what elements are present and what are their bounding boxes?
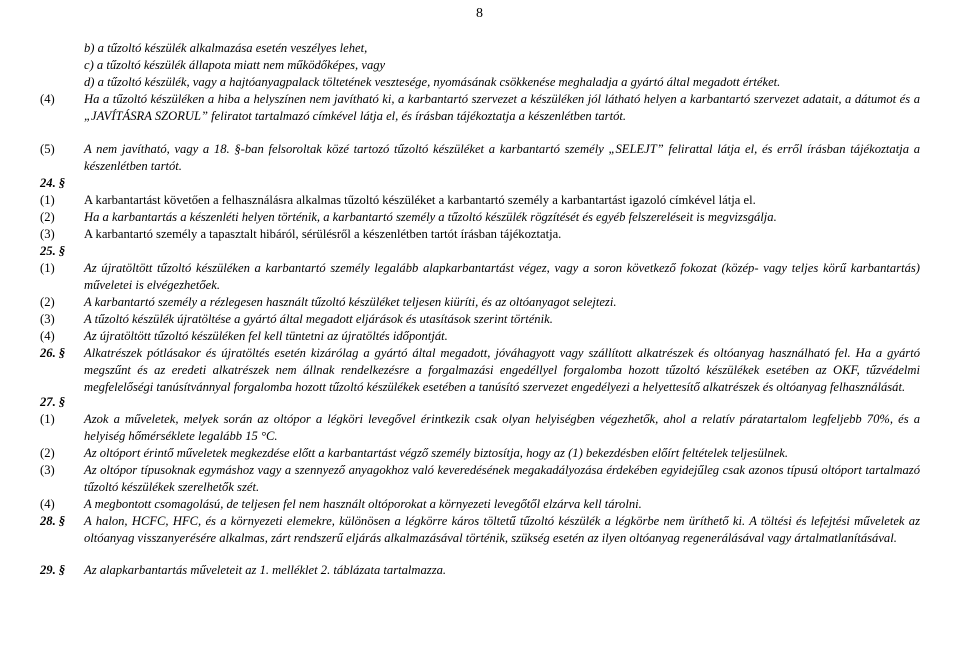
item-text: b) a tűzoltó készülék alkalmazása esetén veszélyes lehet, (84, 41, 368, 55)
section-25-heading (40, 243, 920, 260)
paragraph-text: A nem javítható, vagy a 18. §-ban felsoroltak közé tartozó tűzoltó készüléket a karbantartó személy „SELEJT” felirattal látja el, és erről írásban tájékoztatja a készenlétben tartót. (84, 142, 920, 174)
section-text: Alkatrészek pótlásakor és újratöltés esetén kizárólag a gyártó által megadott, jóváhagyott vagy szállított alkatrészek és oltóanyag használható fel. Ha a gyártó megszűnt és az eredeti alkatrészek nem állnak rendelkezésre a forgalmazási engedéllyel forgalomba hozott tűzoltó készülékek esetében az OKF, tűzvédelmi megfelelőségi tanúsítvánnyal forgalomba hozott tűzoltó készülékek esetében a tanúsító szervezet engedélyezi a helyettesítő alkatrészek és oltóanyag felhasználását. (84, 346, 920, 395)
section-text (84, 394, 920, 411)
paragraph-text: A megbontott csomagolású, de teljesen fel nem használt oltóporokat a környezeti levegőtől elzárva kell tárolni. (84, 497, 642, 511)
paragraph-text: A tűzoltó készülék újratöltése a gyártó által megadott eljárások és utasítások szerint történik. (84, 312, 553, 326)
paragraph-text: Ha a tűzoltó készüléken a hiba a helyszínen nem javítható ki, a karbantartó szervezet a készüléken jól látható helyen a karbantartó szervezet adatait, a dátumot és a „JAVÍTÁSRA SZORUL” feliratot tartalmazó címkével látja el, és írásban tájékoztatja a készenlétben tartót. (84, 92, 920, 124)
paragraph-number: (2) (40, 295, 55, 309)
section-number: 25. § (40, 244, 66, 258)
section-29 (40, 562, 920, 579)
section-number: 29. § (40, 563, 66, 577)
section-27-heading (40, 394, 920, 411)
paragraph-23-5 (40, 141, 920, 175)
paragraph-text: A karbantartást követően a felhasználásra alkalmas tűzoltó készüléket a karbantartó személy a karbantartást igazoló címkével látja el. (84, 193, 756, 207)
section-text (84, 175, 920, 192)
paragraph-number: (2) (40, 210, 55, 224)
paragraph-27-2 (40, 445, 920, 462)
list-item-c (40, 57, 920, 74)
item-number (40, 57, 84, 74)
section-26 (40, 345, 920, 397)
section-text: Az alapkarbantartás műveleteit az 1. melléklet 2. táblázata tartalmazza. (84, 563, 447, 577)
paragraph-number: (4) (40, 92, 55, 106)
page-number: 8 (476, 6, 483, 21)
paragraph-text: Azok a műveletek, melyek során az oltópor a légköri levegővel érintkezik csak olyan helyiségben végezhetők, ahol a relatív páratartalom legfeljebb 70%, és a helyiség hőmérséklete legalább 15 °C. (84, 412, 920, 444)
paragraph-number: (4) (40, 497, 55, 511)
paragraph-27-1 (40, 411, 920, 445)
paragraph-25-2 (40, 294, 920, 311)
paragraph-text: Az oltópor típusoknak egymáshoz vagy a szennyező anyagokhoz való keveredésének megakadályozása érdekében egyidejűleg csak azonos típusú oltóport tartalmazó tűzoltó készülékek szerelhetők szét. (84, 463, 920, 495)
paragraph-27-3 (40, 462, 920, 496)
paragraph-24-2 (40, 209, 920, 226)
item-number (40, 74, 84, 91)
paragraph-number: (1) (40, 261, 55, 275)
paragraph-24-3 (40, 226, 920, 243)
paragraph-number: (1) (40, 412, 55, 426)
paragraph-text: Ha a karbantartás a készenléti helyen történik, a karbantartó személy a tűzoltó készülék rögzítését és egyéb felszereléseit is megvizsgálja. (84, 210, 777, 224)
list-item-b (40, 40, 920, 57)
section-24-heading (40, 175, 920, 192)
section-number: 26. § (40, 346, 66, 360)
section-number: 24. § (40, 176, 66, 190)
section-number: 28. § (40, 514, 66, 528)
paragraph-text: A karbantartó személy a rézlegesen használt tűzoltó készüléket teljesen kiüríti, és az oltóanyagot selejtezi. (84, 295, 617, 309)
paragraph-25-3 (40, 311, 920, 328)
paragraph-23-4 (40, 91, 920, 125)
item-text: c) a tűzoltó készülék állapota miatt nem működőképes, vagy (84, 58, 386, 72)
paragraph-25-4 (40, 328, 920, 345)
paragraph-number: (4) (40, 329, 55, 343)
paragraph-25-1 (40, 260, 920, 294)
paragraph-text: Az újratöltött tűzoltó készüléken a karbantartó személy legalább alapkarbantartást végez, vagy a soron következő fokozat (közép- vagy teljes körű karbantartás) műveletei is elvégezhetőek. (84, 261, 920, 293)
paragraph-text: A karbantartó személy a tapasztalt hibáról, sérülésről a készenlétben tartót írásban tájékoztatja. (84, 227, 562, 241)
section-number: 27. § (40, 395, 66, 409)
paragraph-number: (1) (40, 193, 55, 207)
paragraph-number: (2) (40, 446, 55, 460)
paragraph-24-1 (40, 192, 920, 209)
paragraph-27-4 (40, 496, 920, 513)
paragraph-number: (5) (40, 142, 55, 156)
list-item-d (40, 74, 920, 91)
paragraph-number: (3) (40, 312, 55, 326)
paragraph-number: (3) (40, 227, 55, 241)
item-text: d) a tűzoltó készülék, vagy a hajtóanyagpalack töltetének vesztesége, nyomásának csökkenése meghaladja a gyártó által megadott értéket. (84, 75, 781, 89)
item-number (40, 40, 84, 57)
section-text (84, 243, 920, 260)
paragraph-number: (3) (40, 463, 55, 477)
section-28 (40, 513, 920, 547)
section-text: A halon, HCFC, HFC, és a környezeti elemekre, különösen a légkörre káros töltetű tűzoltó készülék a légkörbe nem üríthető ki. A töltési és lefejtési műveletek az oltóanyag visszanyerésére alkalmas, zárt rendszerű eljárás alkalmazásával történik, szükség esetén az ilyen oltóanyag regenerálásával vagy ártalmatlanításával. (84, 514, 920, 546)
paragraph-text: Az oltóport érintő műveletek megkezdése előtt a karbantartást végző személy biztosítja, hogy az (1) bekezdésben előírt feltételek teljesülnek. (84, 446, 789, 460)
paragraph-text: Az újratöltött tűzoltó készüléken fel kell tüntetni az újratöltés időpontját. (84, 329, 448, 343)
